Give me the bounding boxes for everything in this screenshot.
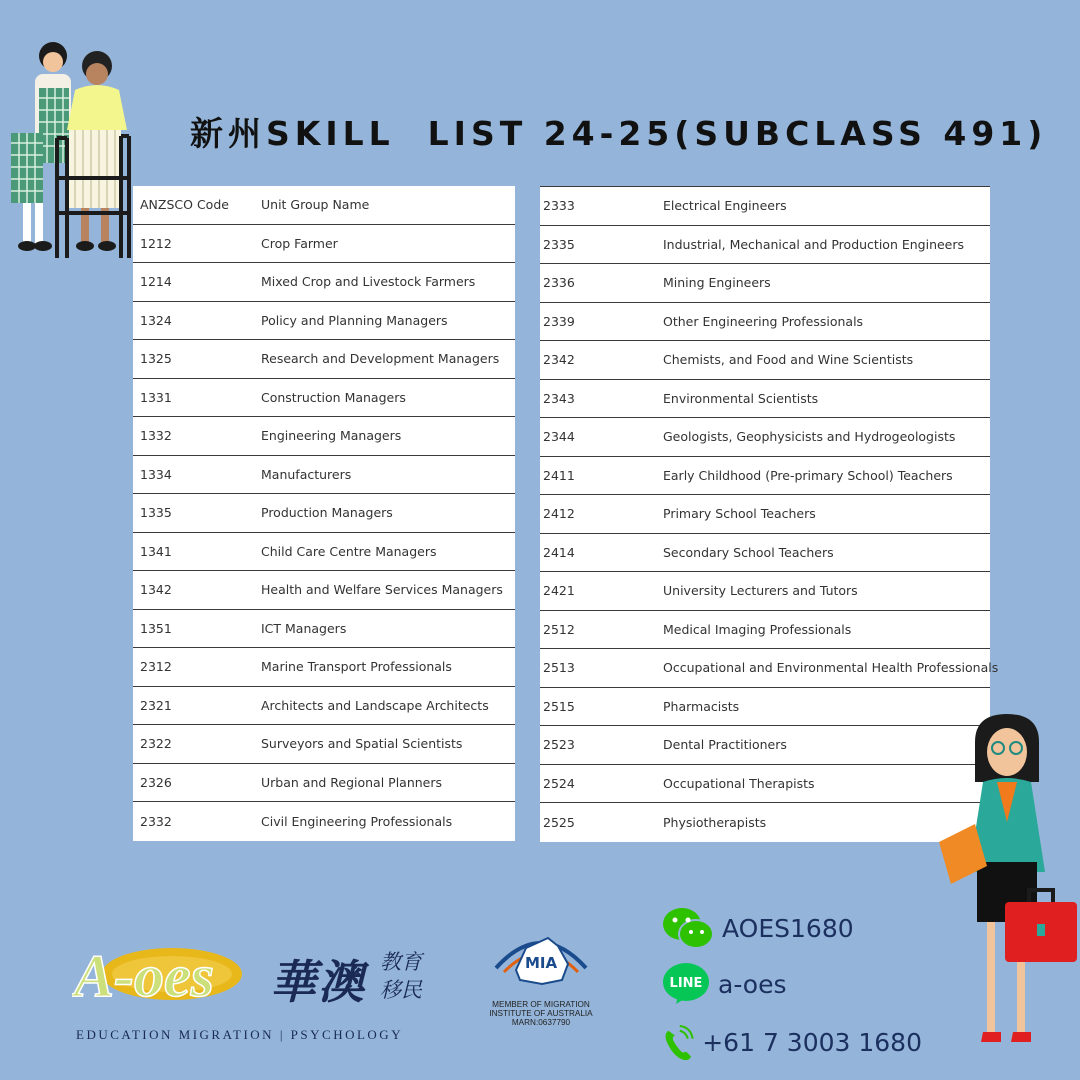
line-contact [662,962,922,1006]
anzsco-code: 1342 [140,582,172,598]
unit-group-name: Child Care Centre Managers [261,543,437,559]
unit-group-name: Geologists, Geophysicists and Hydrogeologists [663,429,956,445]
table-row [133,263,515,302]
table-row [133,764,515,803]
unit-group-name: Pharmacists [663,698,740,714]
anzsco-code: 2512 [543,621,575,637]
mia-badge [486,928,596,1043]
anzsco-code: 1324 [140,312,172,328]
unit-group-name: Manufacturers [261,466,352,482]
table-row [540,418,990,457]
unit-group-name: Surveyors and Spatial Scientists [261,736,463,752]
mia-membership-text: MEMBER OF MIGRATION INSTITUTE OF AUSTRALIA MARN:0637790 [489,1000,593,1027]
brand-tagline: EDUCATION MIGRATION | PSYCHOLOGY [76,1027,404,1042]
table-row [133,687,515,726]
unit-group-name: Civil Engineering Professionals [261,813,453,829]
anzsco-code: 2342 [543,352,575,368]
unit-group-name: Crop Farmer [261,235,338,251]
table-row [133,802,515,841]
line-id: a-oes [718,969,787,999]
table-row [133,379,515,418]
unit-group-name: ICT Managers [261,620,347,636]
table-row [540,688,990,727]
anzsco-code: 2335 [543,236,575,252]
table-row [133,571,515,610]
skill-table-left [133,186,515,841]
anzsco-code: 1341 [140,543,172,559]
unit-group-name: Electrical Engineers [663,198,787,214]
anzsco-code: 2411 [543,467,575,483]
anzsco-code: 2344 [543,429,575,445]
unit-group-name: Mining Engineers [663,275,771,291]
unit-group-name: Other Engineering Professionals [663,313,864,329]
anzsco-code: 1331 [140,389,172,405]
unit-group-name: Engineering Managers [261,428,402,444]
anzsco-code: 2321 [140,697,172,713]
chinese-brand-name: 華澳 [270,955,366,1009]
table-row [133,225,515,264]
anzsco-code: 1334 [140,466,172,482]
line-icon-label: LINE [669,976,703,991]
table-row [133,648,515,687]
table-row [540,495,990,534]
chinese-brand-subtitle: 教育移民 [380,950,422,1002]
table-header-row [133,186,515,225]
table-row [133,417,515,456]
wechat-icon [662,906,714,950]
unit-group-name: Research and Development Managers [261,351,500,367]
table-row [133,533,515,572]
header-name: Unit Group Name [261,197,370,213]
anzsco-code: 2322 [140,736,172,752]
anzsco-code: 2515 [543,698,575,714]
anzsco-code: 1335 [140,505,172,521]
anzsco-code: 1214 [140,274,172,290]
table-row [540,341,990,380]
table-row [540,187,990,226]
unit-group-name: Medical Imaging Professionals [663,621,852,637]
table-row [540,380,990,419]
unit-group-name: Primary School Teachers [663,506,816,522]
table-row [133,725,515,764]
anzsco-code: 2524 [543,775,575,791]
caregiver-illustration [5,38,140,268]
header-code: ANZSCO Code [140,197,229,213]
anzsco-code: 2343 [543,390,575,406]
table-row [540,264,990,303]
unit-group-name: Policy and Planning Managers [261,312,448,328]
unit-group-name: Production Managers [261,505,393,521]
skill-table-right [540,186,999,842]
unit-group-name: Urban and Regional Planners [261,774,443,790]
anzsco-code: 2333 [543,198,575,214]
chinese-brand-logo [270,944,430,1010]
anzsco-code: 2412 [543,506,575,522]
unit-group-name: Industrial, Mechanical and Production Engineers [663,236,965,252]
table-row [540,803,990,842]
unit-group-name: Occupational and Environmental Health Professionals [663,660,999,676]
unit-group-name: Marine Transport Professionals [261,659,452,675]
businesswoman-illustration [935,712,1080,1062]
table-row [540,649,999,688]
table-row [540,457,990,496]
table-row [540,303,990,342]
anzsco-code: 2421 [543,583,575,599]
table-row [133,340,515,379]
unit-group-name: Chemists, and Food and Wine Scientists [663,352,914,368]
unit-group-name: Mixed Crop and Livestock Farmers [261,274,476,290]
table-row [540,765,990,804]
table-row [133,494,515,533]
anzsco-code: 1351 [140,620,172,636]
anzsco-code: 1332 [140,428,172,444]
table-row [540,726,990,765]
wechat-contact [662,906,922,950]
unit-group-name: Physiotherapists [663,814,767,830]
mia-logo-text: MIA [524,954,558,972]
phone-number: +61 7 3003 1680 [702,1027,922,1057]
anzsco-code: 2332 [140,813,172,829]
unit-group-name: Secondary School Teachers [663,544,834,560]
wechat-id: AOES1680 [722,913,854,943]
anzsco-code: 1325 [140,351,172,367]
unit-group-name: Architects and Landscape Architects [261,697,489,713]
table-row [133,610,515,649]
anzsco-code: 2513 [543,660,575,676]
unit-group-name: Dental Practitioners [663,737,787,753]
phone-icon [662,1020,694,1064]
table-row [133,302,515,341]
mia-logo [486,928,596,998]
unit-group-name: Early Childhood (Pre-primary School) Teachers [663,467,953,483]
anzsco-code: 2525 [543,814,575,830]
anzsco-code: 2326 [140,774,172,790]
line-icon [662,962,710,1006]
unit-group-name: Construction Managers [261,389,406,405]
anzsco-code: 2336 [543,275,575,291]
page-title: 新州SKILL LIST 24-25(SUBCLASS 491) [190,114,1048,153]
anzsco-code: 2339 [543,313,575,329]
unit-group-name: University Lecturers and Tutors [663,583,858,599]
table-row [540,226,990,265]
aoes-logo [72,938,247,1010]
table-row [540,534,990,573]
table-row [540,572,990,611]
table-row [540,611,990,650]
phone-contact [662,1020,922,1064]
anzsco-code: 2312 [140,659,172,675]
unit-group-name: Health and Welfare Services Managers [261,582,503,598]
table-row [133,456,515,495]
aoes-logo-text: A-oes [74,943,214,1009]
anzsco-code: 2523 [543,737,575,753]
anzsco-code: 1212 [140,235,172,251]
unit-group-name: Environmental Scientists [663,390,819,406]
anzsco-code: 2414 [543,544,575,560]
unit-group-name: Occupational Therapists [663,775,815,791]
